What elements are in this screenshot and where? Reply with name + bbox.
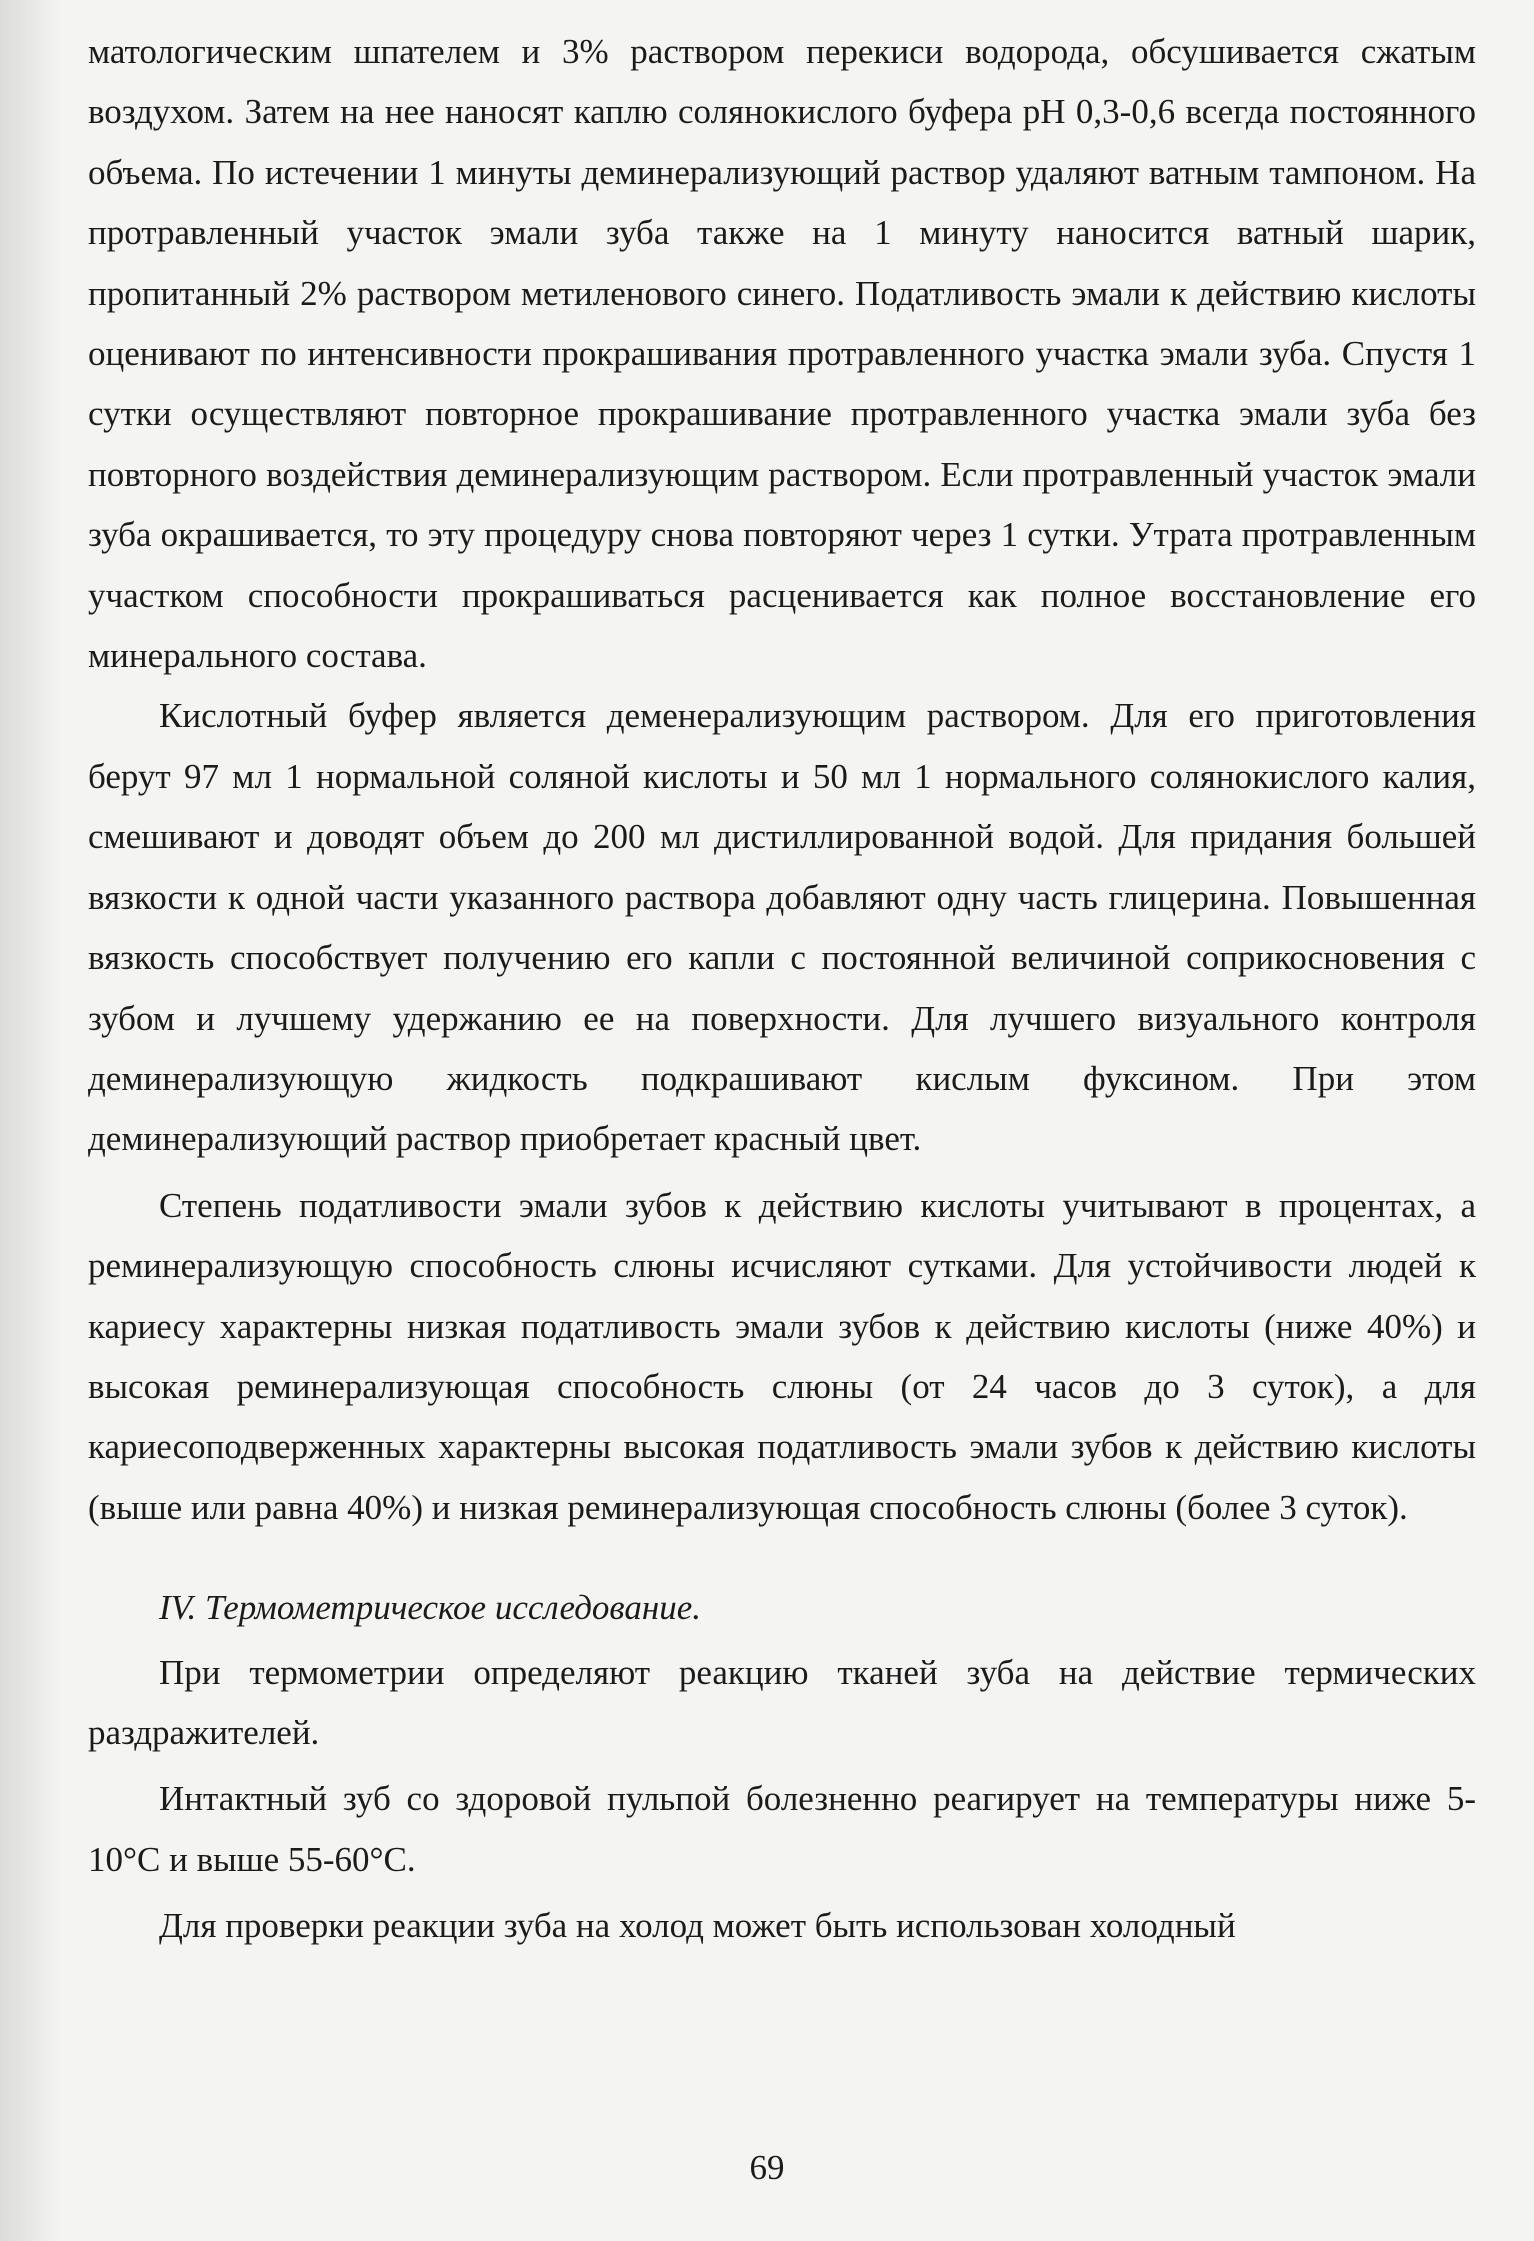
paragraph-acid-buffer: Кислотный буфер является деменерализующим раствором. Для его приготовления берут 97 мл 1 нормальной соляной кислоты и 50 мл 1 нормального солянокислого калия, смешивают и доводят объем до 200 мл дистиллированной водой. Для придания большей вязкости к одной части указанного раствора добавляют одну часть глицерина. Повышенная вязкость способствует получению его капли с постоянной величиной соприкосновения с зубом и лучшему удержанию ее на поверхности. Для лучшего визуального контроля деминерализующую жидкость подкрашивают кислым фуксином. При этом деминерализующий раствор приобретает красный цвет.	[88, 696, 1476, 1159]
section-heading: IV. Термометрическое исследование.	[159, 1588, 702, 1628]
page-spine-shadow	[0, 0, 60, 2241]
paragraph-cold-test: Для проверки реакции зуба на холод может быть использован холодный	[159, 1906, 1236, 1946]
paragraph-assessment: Степень податливости эмали зубов к действию кислоты учитывают в процентах, а реминерализующую способность слюны исчисляют сутками. Для устойчивости людей к кариесу характерны низкая податливость эмали зубов к действию кислоты (ниже 40%) и высокая реминерализующая способность слюны (от 24 часов до 3 суток), а для кариесоподверженных характерны высокая податливость эмали зубов к действию кислоты (выше или равна 40%) и низкая реминерализующая способность слюны (более 3 суток).	[88, 1185, 1476, 1527]
page-body	[88, 22, 1476, 1957]
paragraph-intact-tooth: Интактный зуб со здоровой пульпой болезненно реагирует на температуры ниже 5-10°С и выше 55-60°С.	[88, 1779, 1476, 1879]
paragraph-thermometry: При термометрии определяют реакцию тканей зуба на действие термических раздражителей.	[88, 1652, 1476, 1752]
page-number: 69	[749, 2148, 785, 2187]
paragraph-enamel-test: матологическим шпателем и 3% раствором перекиси водорода, обсушивается сжатым воздухом. Затем на нее наносят каплю солянокислого буфера рН 0,3-0,6 всегда постоянного объема. По истечении 1 минуты деминерализующий раствор удаляют ватным тампоном. На протравленный участок эмали зуба также на 1 минуту наносится ватный шарик, пропитанный 2% раствором метиленового синего. Податливость эмали к действию кислоты оценивают по интенсивности прокрашивания протравленного участка эмали зуба. Спустя 1 сутки осуществляют повторное прокрашивание протравленного участка эмали зуба без повторного воздействия деминерализующим раствором. Если протравленный участок эмали зуба окрашивается, то эту процедуру снова повторяют через 1 сутки. Утрата протравленным участком способности прокрашиваться расценивается как полное восстановление его минерального состава.	[88, 32, 1476, 676]
